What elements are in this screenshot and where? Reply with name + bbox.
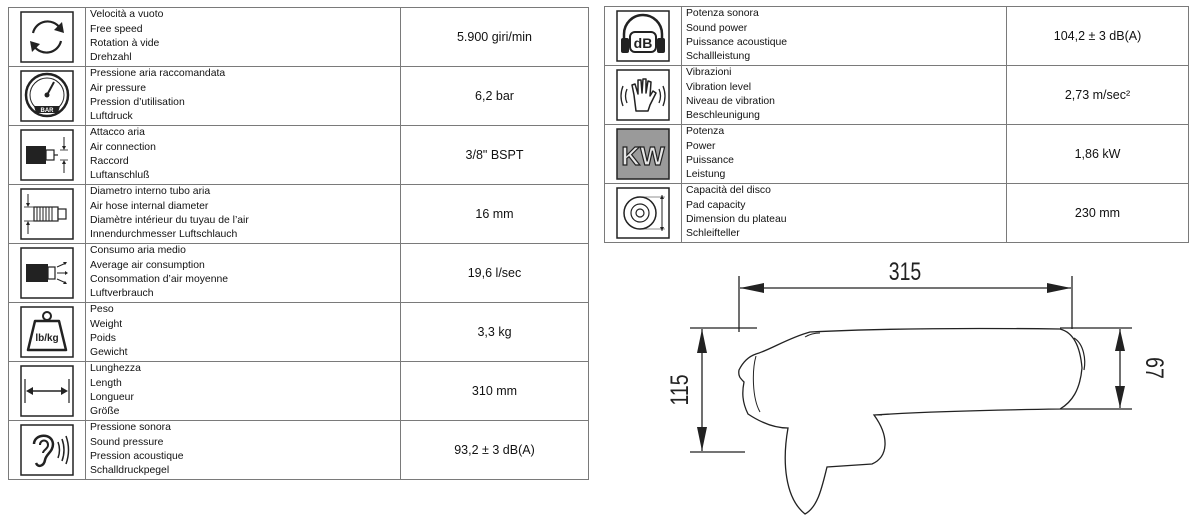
spec-icon-cell <box>9 185 86 244</box>
spec-row-air-pressure <box>9 67 589 126</box>
spec-label-it: Diametro interno tubo aria <box>90 186 211 198</box>
specs-table-right <box>604 6 1189 243</box>
spec-label-de: Luftanschluß <box>90 170 150 182</box>
spec-row-weight <box>9 303 589 362</box>
spec-label-it: Capacità del disco <box>686 185 771 197</box>
spec-label-fr: Puissance <box>686 155 734 166</box>
spec-labels <box>86 362 401 421</box>
spec-label-en: Vibration level <box>686 81 752 93</box>
spec-label-en: Sound power <box>686 22 748 34</box>
spec-label-it: Attacco aria <box>90 127 145 139</box>
spec-label-de: Innendurchmesser Luftschlauch <box>90 229 238 241</box>
spec-value: 2,73 m/sec² <box>1007 66 1189 125</box>
spec-label-fr: Poids <box>90 333 116 344</box>
spec-row-hose-diameter <box>9 185 589 244</box>
vibration-hand-icon <box>616 69 670 121</box>
diameter-arrow-top <box>1115 329 1125 351</box>
kw-text: KW <box>621 141 665 171</box>
height-arrow-top <box>697 329 707 353</box>
tool-dimension-drawing <box>660 252 1180 516</box>
spec-labels <box>86 244 401 303</box>
spec-value: 3/8" BSPT <box>401 126 589 185</box>
spec-value: 6,2 bar <box>401 67 589 126</box>
spec-label-fr: Raccord <box>90 156 129 167</box>
spec-icon-cell <box>605 7 682 66</box>
spec-value: 16 mm <box>401 185 589 244</box>
spec-labels <box>86 303 401 362</box>
spec-label-it: Pressione sonora <box>90 422 171 434</box>
spec-row-air-consumption <box>9 244 589 303</box>
spec-label-de: Größe <box>90 406 120 418</box>
spec-labels <box>682 66 1007 125</box>
specs-table-left <box>8 7 589 480</box>
spec-label-it: Consumo aria medio <box>90 245 186 257</box>
spec-row-vibration <box>605 66 1189 125</box>
spec-label-en: Free speed <box>90 23 143 35</box>
spec-icon-cell <box>9 126 86 185</box>
spec-value: 310 mm <box>401 362 589 421</box>
spec-label-fr: Niveau de vibration <box>686 96 775 107</box>
spec-label-fr: Dimension du plateau <box>686 214 787 225</box>
free-speed-icon <box>20 11 74 63</box>
spec-label-de: Schalldruckpegel <box>90 465 170 477</box>
spec-value: 104,2 ± 3 dB(A) <box>1007 7 1189 66</box>
spec-labels <box>682 7 1007 66</box>
length-arrow-right <box>1047 283 1071 293</box>
spec-value: 19,6 l/sec <box>401 244 589 303</box>
spec-label-en: Power <box>686 140 716 152</box>
height-dimension-label: 115 <box>665 374 694 406</box>
power-kw-icon <box>616 128 670 180</box>
spec-label-fr: Pression d’utilisation <box>90 97 185 108</box>
spec-label-it: Lunghezza <box>90 363 141 375</box>
spec-label-en: Air connection <box>90 141 156 153</box>
spec-labels <box>86 421 401 480</box>
gauge-unit-text: BAR <box>40 108 54 114</box>
spec-label-it: Peso <box>90 304 114 316</box>
spec-row-free-speed <box>9 8 589 67</box>
spec-icon-cell <box>605 125 682 184</box>
sound-pressure-ear-icon <box>20 424 74 476</box>
db-text: dB <box>633 35 653 51</box>
spec-label-de: Drehzahl <box>90 52 132 64</box>
spec-row-air-connection <box>9 126 589 185</box>
air-pressure-gauge-icon <box>20 70 74 122</box>
spec-row-sound-power <box>605 7 1189 66</box>
spec-label-fr: Consommation d’air moyenne <box>90 274 229 285</box>
spec-label-it: Potenza <box>686 126 725 138</box>
spec-label-en: Average air consumption <box>90 259 205 271</box>
spec-icon-cell <box>9 362 86 421</box>
spec-label-fr: Rotation à vide <box>90 38 160 49</box>
diameter-dimension-label: 67 <box>1140 357 1169 379</box>
spec-label-en: Length <box>90 377 122 389</box>
spec-icon-cell <box>605 184 682 243</box>
length-icon <box>20 365 74 417</box>
spec-label-de: Gewicht <box>90 347 128 359</box>
spec-icon-cell <box>9 8 86 67</box>
spec-value: 3,3 kg <box>401 303 589 362</box>
spec-label-fr: Puissance acoustique <box>686 37 788 48</box>
spec-label-it: Velocità a vuoto <box>90 9 164 21</box>
spec-label-fr: Longueur <box>90 392 134 403</box>
spec-labels <box>86 67 401 126</box>
spec-labels <box>86 8 401 67</box>
spec-label-en: Air hose internal diameter <box>90 200 209 212</box>
weight-unit-text: lb/kg <box>35 333 59 344</box>
diameter-arrow-bottom <box>1115 386 1125 408</box>
spec-label-it: Pressione aria raccomandata <box>90 68 226 80</box>
spec-value: 93,2 ± 3 dB(A) <box>401 421 589 480</box>
spec-label-de: Beschleunigung <box>686 110 760 122</box>
sound-power-headphones-icon <box>616 10 670 62</box>
spec-label-it: Vibrazioni <box>686 67 732 79</box>
spec-label-de: Leistung <box>686 169 726 181</box>
air-connection-icon <box>20 129 74 181</box>
height-arrow-bottom <box>697 427 707 451</box>
spec-label-fr: Diamètre intérieur du tuyau de l’air <box>90 215 249 226</box>
spec-icon-cell <box>9 303 86 362</box>
spec-label-en: Weight <box>90 318 123 330</box>
spec-label-en: Sound pressure <box>90 436 164 448</box>
spec-label-de: Luftverbrauch <box>90 288 154 300</box>
spec-label-fr: Pression acoustique <box>90 451 184 462</box>
spec-label-de: Schallleistung <box>686 51 751 63</box>
spec-row-sound-pressure <box>9 421 589 480</box>
spec-icon-cell <box>9 421 86 480</box>
spec-value: 5.900 giri/min <box>401 8 589 67</box>
length-dimension-label: 315 <box>888 257 922 286</box>
spec-labels <box>86 126 401 185</box>
spec-labels <box>682 125 1007 184</box>
spec-icon-cell <box>605 66 682 125</box>
length-arrow-left <box>740 283 764 293</box>
spec-label-en: Pad capacity <box>686 199 746 211</box>
spec-value: 1,86 kW <box>1007 125 1189 184</box>
weight-icon <box>20 306 74 358</box>
spec-row-pad-capacity <box>605 184 1189 243</box>
spec-label-de: Luftdruck <box>90 111 133 123</box>
spec-value: 230 mm <box>1007 184 1189 243</box>
hose-diameter-icon <box>20 188 74 240</box>
spec-labels <box>682 184 1007 243</box>
air-consumption-icon <box>20 247 74 299</box>
spec-row-power <box>605 125 1189 184</box>
spec-labels <box>86 185 401 244</box>
spec-label-en: Air pressure <box>90 82 147 94</box>
spec-icon-cell <box>9 67 86 126</box>
angle-grinder-outline <box>739 328 1082 514</box>
pad-capacity-disc-icon <box>616 187 670 239</box>
spec-icon-cell <box>9 244 86 303</box>
spec-label-it: Potenza sonora <box>686 8 759 20</box>
spec-label-de: Schleifteller <box>686 228 740 240</box>
spec-row-length <box>9 362 589 421</box>
